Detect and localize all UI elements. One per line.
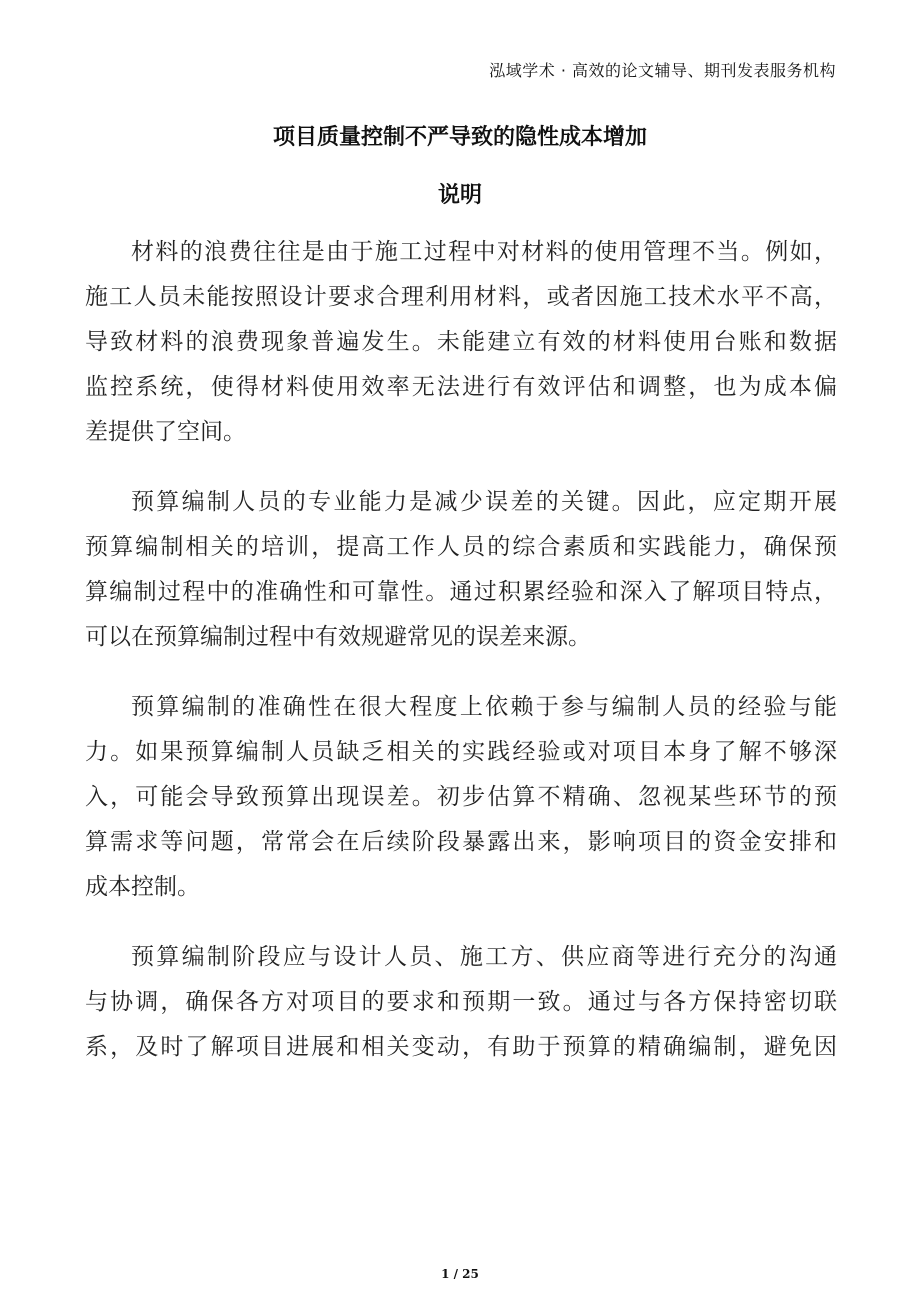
header-tagline: 泓域学术 · 高效的论文辅导、期刊发表服务机构 [489, 61, 836, 80]
paragraph-line: 系，及时了解项目进展和相关变动，有助于预算的精确编制，避免因 [85, 1034, 837, 1060]
paragraph-line: 算需求等问题，常常会在后续阶段暴露出来，影响项目的资金安排和 [85, 829, 837, 855]
section-heading: 说明 [437, 183, 482, 208]
paragraph-line: 预算编制人员的专业能力是减少误差的关键。因此，应定期开展 [131, 489, 837, 515]
paragraph-line: 差提供了空间。 [85, 419, 246, 445]
paragraph-line: 监控系统，使得材料使用效率无法进行有效评估和调整，也为成本偏 [85, 374, 837, 400]
page-number: 1 / 25 [441, 1267, 479, 1281]
paragraph-line: 预算编制相关的培训，提高工作人员的综合素质和实践能力，确保预 [85, 534, 837, 560]
paragraph-4 [85, 935, 837, 1070]
document-body [85, 230, 837, 1095]
paragraph-line: 与协调，确保各方对项目的要求和预期一致。通过与各方保持密切联 [85, 989, 837, 1015]
paragraph-line: 施工人员未能按照设计要求合理利用材料，或者因施工技术水平不高， [85, 284, 837, 310]
paragraph-line: 力。如果预算编制人员缺乏相关的实践经验或对项目本身了解不够深 [85, 739, 837, 765]
paragraph-2 [85, 480, 837, 660]
document-title: 项目质量控制不严导致的隐性成本增加 [272, 125, 647, 150]
paragraph-line: 导致材料的浪费现象普遍发生。未能建立有效的材料使用台账和数据 [85, 329, 837, 355]
paragraph-line: 预算编制阶段应与设计人员、施工方、供应商等进行充分的沟通 [131, 944, 837, 970]
paragraph-line: 材料的浪费往往是由于施工过程中对材料的使用管理不当。例如， [131, 239, 837, 265]
paragraph-line: 成本控制。 [85, 874, 200, 900]
paragraph-line: 可以在预算编制过程中有效规避常见的误差来源。 [85, 624, 591, 650]
paragraph-line: 预算编制的准确性在很大程度上依赖于参与编制人员的经验与能 [131, 694, 837, 720]
paragraph-line: 入，可能会导致预算出现误差。初步估算不精确、忽视某些环节的预 [85, 784, 837, 810]
paragraph-line: 算编制过程中的准确性和可靠性。通过积累经验和深入了解项目特点， [85, 579, 837, 605]
paragraph-3 [85, 685, 837, 910]
paragraph-1 [85, 230, 837, 455]
